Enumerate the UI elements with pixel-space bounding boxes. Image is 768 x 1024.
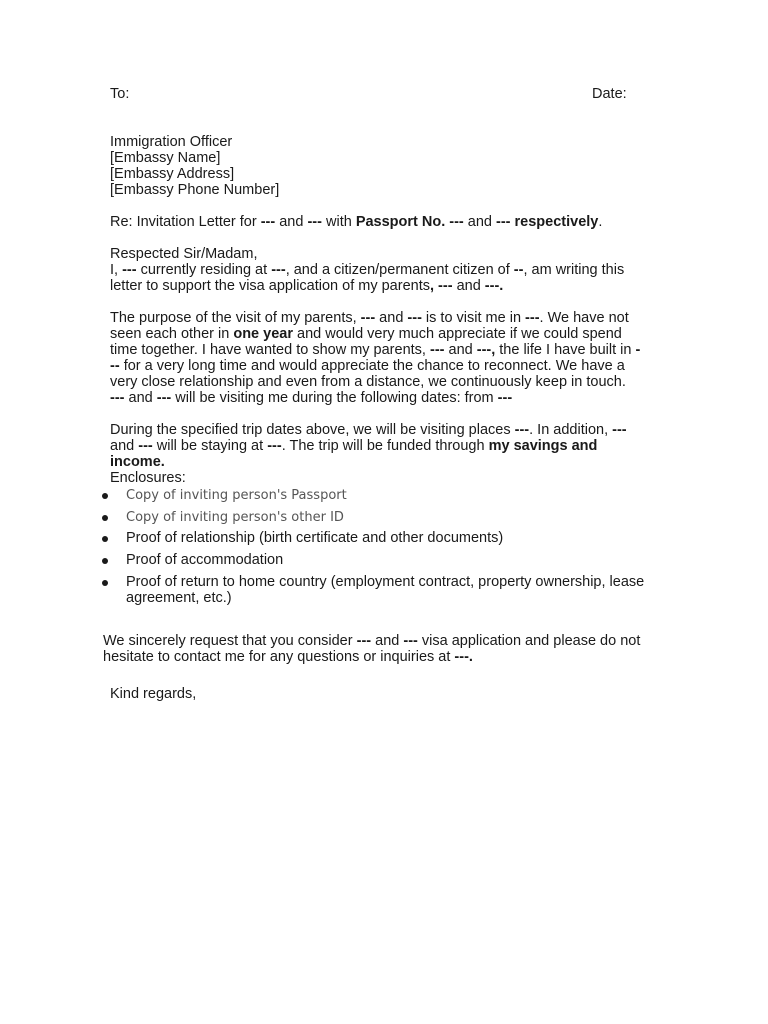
- text-run: and: [110, 438, 139, 454]
- salutation: Respected Sir/Madam,: [110, 246, 258, 262]
- text-run: . We have not: [539, 310, 629, 326]
- bullet-icon: [102, 515, 108, 521]
- text-run: I,: [110, 262, 123, 278]
- date-label: Date:: [592, 86, 627, 102]
- text-run: is to visit me in: [421, 310, 526, 326]
- text-run: and would very much appreciate if we could spend: [293, 326, 622, 342]
- list-item-text: Copy of inviting person's other ID: [126, 510, 344, 525]
- paragraph-line: [110, 358, 625, 374]
- enclosures-label: Enclosures:: [110, 470, 186, 486]
- paragraph-line: [110, 310, 629, 326]
- text-run: , am writing this: [523, 262, 625, 278]
- text-run: ---: [307, 214, 322, 230]
- text-run: ---: [403, 633, 418, 649]
- address-line: [Embassy Name]: [110, 150, 221, 166]
- text-run: ---: [438, 278, 453, 294]
- text-run: and: [371, 633, 404, 649]
- text-run: for a very long time and would appreciate the chance to reconnect. We have a: [119, 358, 625, 374]
- text-run: ---: [407, 310, 422, 326]
- bullet-icon: [102, 536, 108, 542]
- paragraph-line: [103, 633, 640, 649]
- text-run: During the specified trip dates above, we will be visiting places: [110, 422, 515, 438]
- text-run: ---: [110, 390, 125, 406]
- text-run: my savings and: [488, 438, 598, 454]
- text-run: ---: [525, 310, 540, 326]
- text-run: ---,: [476, 342, 496, 358]
- text-run: ---: [356, 633, 372, 649]
- text-run: and: [124, 390, 157, 406]
- paragraph-line: [110, 390, 512, 406]
- text-run: ---: [497, 390, 513, 406]
- text-run: ---: [260, 214, 276, 230]
- text-run: visa application and please do not: [417, 633, 641, 649]
- text-run: ---: [429, 342, 445, 358]
- paragraph-line: [103, 649, 473, 665]
- text-run: --: [513, 262, 524, 278]
- text-run: and: [375, 310, 408, 326]
- paragraph-line: [110, 326, 622, 342]
- list-item-text: Proof of return to home country (employment contract, property ownership, lease: [126, 574, 645, 590]
- text-run: -: [635, 342, 641, 358]
- paragraph-line: [110, 454, 165, 470]
- text-run: hesitate to contact me for any questions or inquiries at: [103, 649, 455, 665]
- address-line: Immigration Officer: [110, 134, 233, 150]
- bullet-icon: [102, 558, 108, 564]
- paragraph-line: [110, 438, 597, 454]
- text-run: --- respectively: [496, 214, 599, 230]
- list-item-text: Proof of relationship (birth certificate and other documents): [126, 530, 504, 546]
- text-run: We sincerely request that you consider: [103, 633, 357, 649]
- text-run: .: [598, 214, 603, 230]
- text-run: one year: [233, 326, 293, 342]
- text-run: ---: [267, 438, 282, 454]
- text-run: ,: [429, 278, 435, 294]
- bullet-icon: [102, 580, 108, 586]
- text-run: . The trip will be funded through: [281, 438, 489, 454]
- paragraph-line: [110, 342, 640, 358]
- subject-line: [110, 214, 602, 230]
- text-run: and: [463, 214, 497, 230]
- text-run: Passport No. ---: [355, 214, 464, 230]
- text-run: income.: [110, 454, 165, 470]
- text-run: letter to support the visa application of my parents: [110, 278, 430, 294]
- text-run: and: [452, 278, 485, 294]
- paragraph-line: [110, 262, 624, 278]
- text-run: ---.: [484, 278, 504, 294]
- address-line: [Embassy Phone Number]: [110, 182, 280, 198]
- address-line: [Embassy Address]: [110, 166, 235, 182]
- list-item-text: Proof of accommodation: [126, 552, 284, 568]
- text-run: ---: [122, 262, 137, 278]
- paragraph-line: very close relationship and even from a distance, we continuously keep in touch.: [110, 374, 626, 390]
- to-label: To:: [110, 86, 130, 102]
- text-run: ---: [360, 310, 376, 326]
- text-run: ---: [138, 438, 153, 454]
- text-run: seen each other in: [110, 326, 234, 342]
- paragraph-line: [110, 422, 627, 438]
- text-run: will be visiting me during the following dates: from: [171, 390, 498, 406]
- text-run: ---: [271, 262, 286, 278]
- text-run: and: [444, 342, 477, 358]
- signoff: Kind regards,: [110, 686, 197, 702]
- text-run: and: [275, 214, 308, 230]
- text-run: , and a citizen/permanent citizen of: [285, 262, 514, 278]
- text-run: time together. I have wanted to show my parents,: [110, 342, 430, 358]
- text-run: will be staying at: [152, 438, 268, 454]
- text-run: currently residing at: [136, 262, 272, 278]
- text-run: with: [321, 214, 356, 230]
- list-item-text: Copy of inviting person's Passport: [126, 488, 347, 503]
- text-run: The purpose of the visit of my parents,: [110, 310, 361, 326]
- text-run: Re: Invitation Letter for: [110, 214, 261, 230]
- text-run: ---: [514, 422, 530, 438]
- bullet-icon: [102, 493, 108, 499]
- paragraph-line: [110, 278, 503, 294]
- text-run: . In addition,: [529, 422, 613, 438]
- text-run: --: [110, 358, 120, 374]
- text-run: ---: [156, 390, 172, 406]
- text-run: the life I have built in: [495, 342, 636, 358]
- text-run: ---: [612, 422, 627, 438]
- list-item-text: agreement, etc.): [126, 590, 232, 606]
- text-run: ---.: [454, 649, 473, 665]
